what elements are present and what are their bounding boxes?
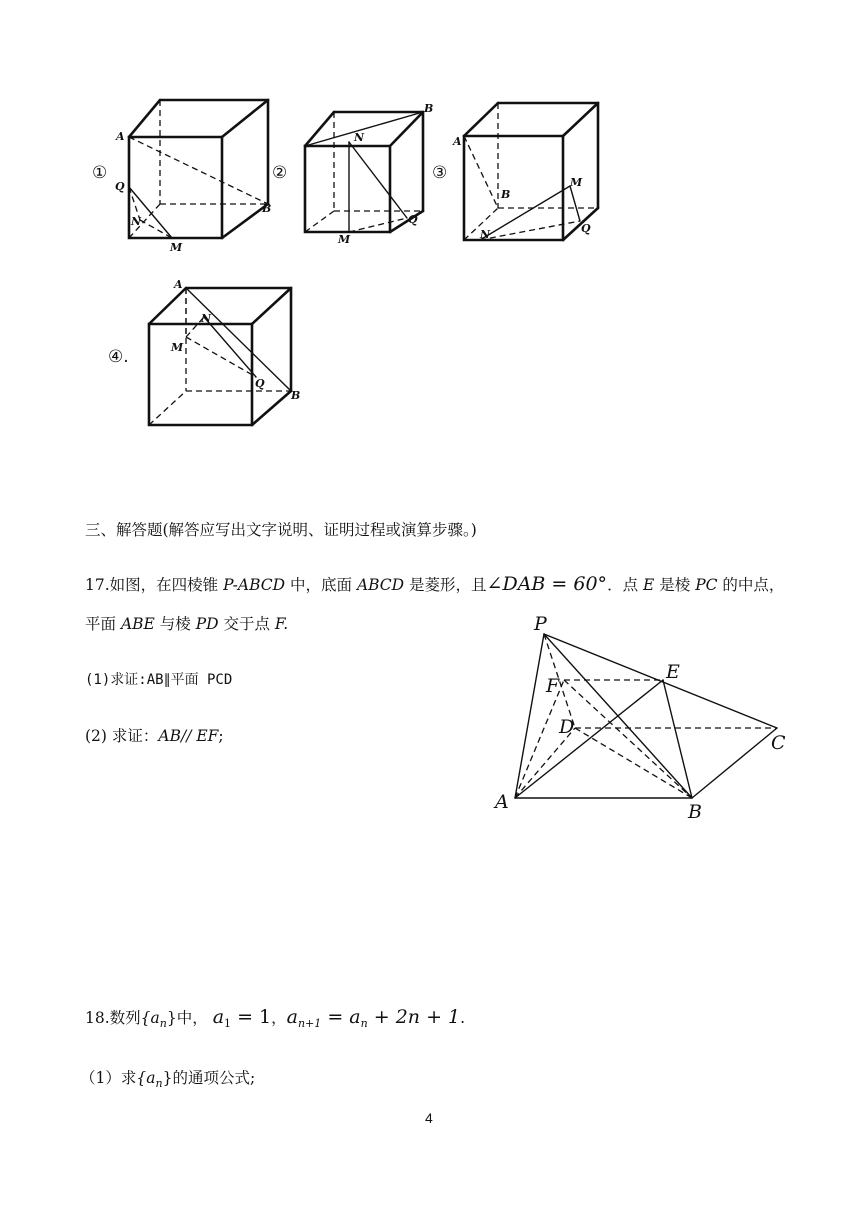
- pyr-label-A: A: [495, 791, 509, 813]
- q17-line1: 17.如图，在四棱锥 P-ABCD 中，底面 ABCD 是菱形，且∠DAB = 60°．点 E 是棱 PC 的中点，: [85, 573, 785, 595]
- q18-cond1: $a_1 = 1$: [212, 1006, 272, 1030]
- q17-part2: (2) 求证：AB// EF;: [85, 727, 224, 745]
- q17-line2: 平面 ABE 与棱 PD 交于点 F.: [85, 615, 289, 633]
- fig3-label-Q: Q: [581, 222, 591, 235]
- figure-1-marker: ①: [92, 163, 108, 183]
- q17-part1: (1)求证:AB∥平面 PCD: [85, 672, 233, 688]
- fig4-label-N: N: [201, 312, 212, 325]
- fig4-label-A: A: [174, 278, 183, 291]
- fig2-label-N: N: [354, 131, 365, 144]
- figure-4-marker: ④.: [108, 347, 129, 367]
- q18-line1: 18.数列$\{a_n\}$中， $a_1 = 1$，$a_{n+1} = a_n + 2n + 1$.: [85, 1006, 466, 1030]
- q18-cond2: $a_{n+1} = a_n + 2n + 1$: [286, 1006, 461, 1030]
- fig2-label-B: B: [424, 102, 434, 115]
- fig3-label-B: B: [501, 188, 511, 201]
- figure-3-marker: ③: [432, 163, 448, 183]
- fig1-label-B: B: [262, 202, 272, 215]
- pyr-label-E: E: [666, 661, 680, 683]
- cube-figure-3: [450, 95, 610, 250]
- pyr-label-F: F: [546, 675, 560, 697]
- fig4-label-Q: Q: [255, 377, 265, 390]
- fig1-label-Q: Q: [115, 180, 125, 193]
- pyr-label-B: B: [688, 801, 702, 823]
- cube-figure-2: [296, 98, 441, 248]
- fig3-label-A: A: [453, 135, 462, 148]
- fig4-label-B: B: [291, 389, 301, 402]
- pyr-label-P: P: [534, 613, 547, 635]
- fig1-label-A: A: [116, 130, 125, 143]
- cube-figure-1: [112, 92, 287, 252]
- pyramid-figure: [490, 612, 800, 827]
- page-number: 4: [425, 1110, 433, 1126]
- fig1-label-N: N: [131, 215, 142, 228]
- q17-angle: ∠DAB = 60°: [486, 573, 608, 595]
- fig3-label-N: N: [480, 228, 491, 241]
- fig2-label-Q: Q: [408, 213, 418, 226]
- fig4-label-M: M: [171, 341, 184, 354]
- fig2-label-M: M: [338, 233, 351, 246]
- cube-figure-4: [140, 275, 310, 435]
- pyr-label-C: C: [771, 732, 786, 754]
- fig1-label-M: M: [170, 241, 183, 252]
- section-heading: 三、解答题(解答应写出文字说明、证明过程或演算步骤。): [85, 521, 477, 539]
- q17-number: 17.: [85, 576, 110, 594]
- figure-2-marker: ②: [272, 163, 288, 183]
- q18-number: 18.: [85, 1009, 110, 1027]
- pyr-label-D: D: [559, 716, 575, 738]
- fig3-label-M: M: [570, 176, 583, 189]
- q18-part1: （1）求$\{a_n\}$的通项公式;: [80, 1069, 256, 1090]
